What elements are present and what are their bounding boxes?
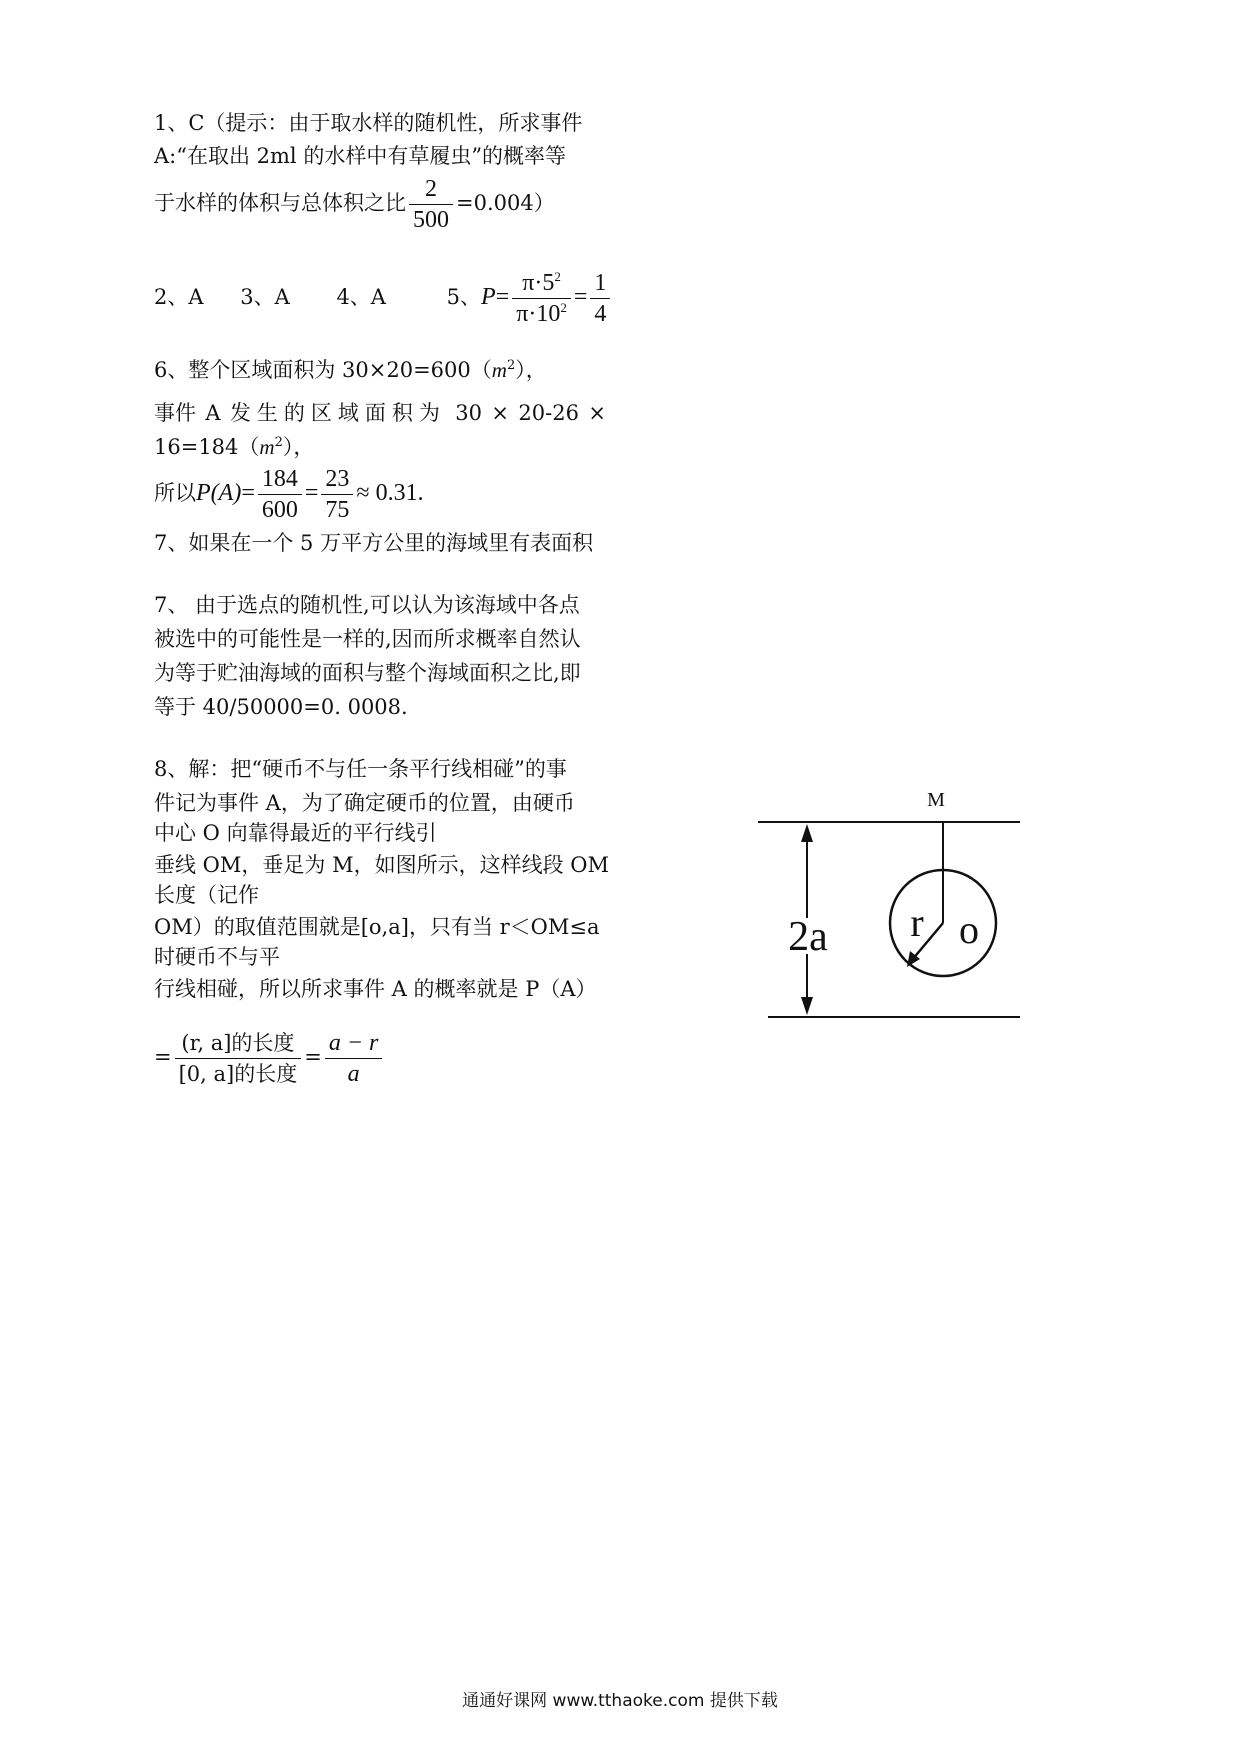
q1-line3	[154, 176, 555, 233]
q1-frac-den: 500	[413, 207, 449, 233]
answer-5-eq2: =	[573, 284, 588, 310]
q2-5-line	[154, 270, 613, 327]
dimension-arrow-down	[801, 997, 813, 1015]
q1-frac-num: 2	[409, 176, 453, 205]
answer-4: 4、A	[336, 285, 386, 309]
answer-2: 2、A	[154, 285, 204, 309]
answer-5-f1-num-exp: 2	[554, 269, 561, 284]
q6-word: 20-26	[518, 401, 579, 425]
q8-line6: OM）的取值范围就是[o,a]，只有当 r＜OM≤a	[154, 915, 600, 939]
q1-line3-text: 于水样的体积与总体积之比	[154, 191, 406, 215]
q6-exp1: 2	[506, 358, 516, 373]
q7b-line3: 为等于贮油海域的面积与整个海域面积之比,即	[154, 661, 581, 685]
q6-word: ×	[588, 401, 606, 425]
q8-formula	[154, 1030, 385, 1087]
q8-fraction-2	[325, 1030, 383, 1087]
answer-5-p: P	[481, 284, 496, 310]
q6-word: A	[205, 401, 221, 425]
q7b-line2: 被选中的可能性是一样的,因而所求概率自然认	[154, 627, 581, 651]
q6-line2	[154, 398, 606, 428]
q6-f1-num: 184	[258, 466, 302, 495]
q6-m1: m	[491, 358, 507, 382]
answer-5-f2-num: 1	[590, 270, 610, 299]
answer-5-f1-den-exp: 2	[560, 300, 567, 315]
q6-f2-num: 23	[321, 466, 353, 495]
q6-f1-den: 600	[261, 497, 298, 523]
label-2a: 2a	[788, 914, 828, 960]
q6-line4-prefix: 所以	[154, 481, 196, 505]
q6-eq1: =	[241, 480, 255, 506]
answer-5-f1-num: π·5	[522, 270, 555, 296]
q1-fraction	[409, 176, 453, 233]
q8-eq: =	[304, 1045, 322, 1069]
q6-exp2: 2	[274, 435, 283, 450]
q6-fraction-2	[321, 466, 353, 523]
q8-line5: 长度（记作	[154, 883, 259, 907]
q7b-line4: 等于 40/50000=0. 0008.	[154, 695, 408, 719]
q8-fraction-1	[175, 1030, 302, 1087]
answer-5-fraction-1	[512, 270, 571, 327]
answer-5-fraction-2	[590, 270, 610, 327]
q6-m2: m	[259, 435, 275, 459]
q6-line1	[154, 355, 547, 385]
answer-5-f1-den: π·10	[516, 301, 561, 327]
q1-line2: A:“在取出 2ml 的水样中有草履虫”的概率等	[154, 144, 567, 168]
coin-diagram	[740, 770, 1030, 1030]
dimension-arrow-up	[801, 824, 813, 842]
q6-line3	[154, 432, 314, 462]
q6-line1-text: 6、整个区域面积为 30×20=600（	[154, 358, 492, 382]
q8-f1-num: (r, a]的长度	[175, 1030, 302, 1059]
q8-eq-lead: =	[154, 1045, 172, 1069]
label-m: M	[927, 789, 945, 811]
q8-line8: 行线相碰，所以所求事件 A 的概率就是 P（A）	[154, 977, 597, 1001]
q6-line1-close: ），	[515, 358, 547, 382]
q7a-line: 7、如果在一个 5 万平方公里的海域里有表面积	[154, 531, 594, 555]
q8-line2: 件记为事件 A，为了确定硬币的位置，由硬币	[154, 791, 575, 815]
q6-line3-close: ），	[282, 435, 315, 459]
label-o: o	[959, 907, 979, 952]
q6-line3-text: 16=184（	[154, 435, 260, 459]
q6-word: 事件	[154, 401, 196, 425]
q8-f2-num: a − r	[325, 1030, 383, 1059]
answer-5-eq1: =	[495, 284, 510, 310]
q6-word: ×	[491, 401, 510, 425]
q6-f2-den: 75	[325, 497, 350, 523]
q6-fraction-1	[258, 466, 302, 523]
q8-line4: 垂线 OM，垂足为 M，如图所示，这样线段 OM	[154, 853, 609, 877]
q7b-line1: 7、 由于选点的随机性,可以认为该海域中各点	[154, 593, 580, 617]
q6-pa: P(A)	[196, 480, 242, 506]
q1-line1: 1、C（提示：由于取水样的随机性，所求事件	[154, 111, 583, 135]
q1-line3-tail: =0.004）	[456, 191, 555, 215]
q8-line1: 8、解：把“硬币不与任一条平行线相碰”的事	[154, 757, 567, 781]
footer-credit: 通通好课网 www.tthaoke.com 提供下载	[462, 1691, 778, 1711]
answer-3: 3、A	[240, 285, 290, 309]
q8-f1-den: [0, a]的长度	[178, 1062, 298, 1086]
answer-5-f2-den: 4	[594, 301, 607, 327]
q6-line4	[154, 466, 424, 523]
q6-word: 30	[455, 401, 483, 425]
q8-line7: 时硬币不与平	[154, 945, 280, 969]
answer-5-label: 5、	[446, 285, 482, 309]
q8-line3: 中心 O 向靠得最近的平行线引	[154, 821, 437, 845]
q8-f2-den: a	[347, 1061, 360, 1087]
q6-word: 发生的区域面积为	[229, 401, 446, 425]
q6-eq2: =	[304, 480, 319, 506]
label-r: r	[910, 900, 924, 945]
q6-approx: ≈ 0.31.	[356, 480, 424, 506]
